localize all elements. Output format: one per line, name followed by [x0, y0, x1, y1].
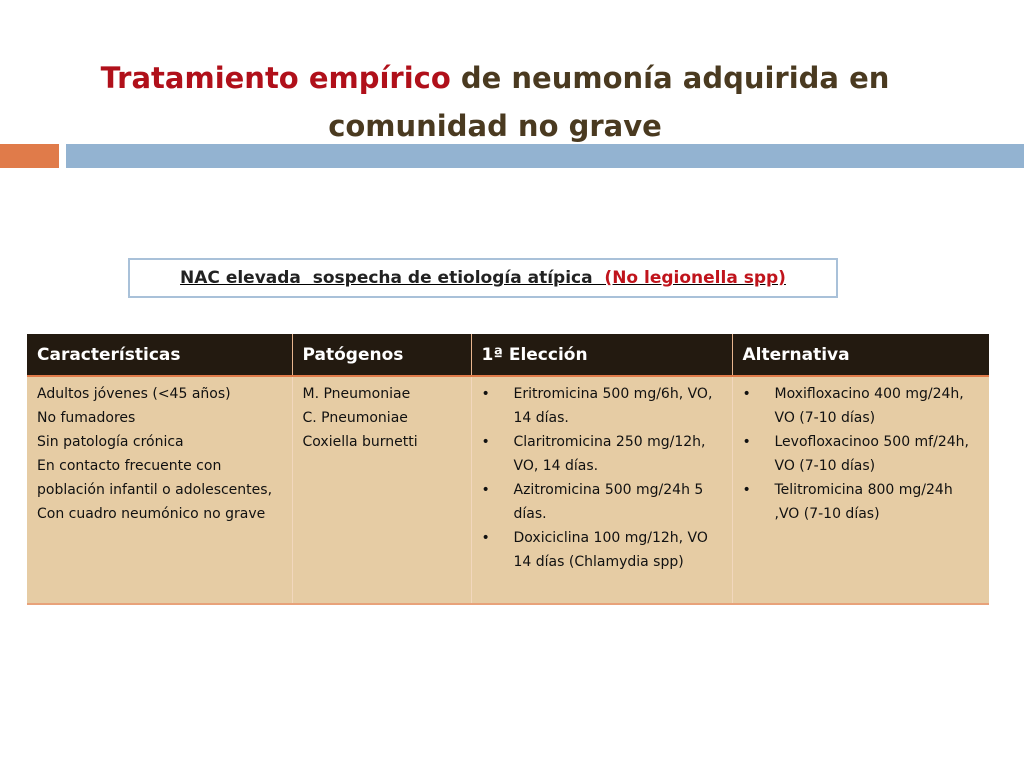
header-alternativa: Alternativa	[732, 334, 989, 376]
bullet-icon: •	[481, 530, 490, 546]
primera-eleccion-item: Claritromicina 250 mg/12h, VO, 14 días.	[513, 434, 706, 474]
list-item	[482, 382, 722, 430]
treatment-table	[27, 334, 989, 605]
patogeno-item: C. Pneumoniae	[302, 410, 408, 426]
caracteristica-item: Adultos jóvenes (<45 años)	[37, 386, 231, 402]
subtitle-main: NAC elevada sospecha de etiología atípica	[180, 268, 605, 288]
cell-alternativa	[732, 376, 989, 604]
patogeno-item: M. Pneumoniae	[302, 386, 411, 402]
decor-bar-orange	[0, 144, 59, 168]
header-primera-eleccion: 1ª Elección	[471, 334, 732, 376]
subtitle-red: (No legionella spp)	[604, 268, 786, 288]
list-item	[482, 526, 722, 574]
caracteristica-item: En contacto frecuente con población infantil o adolescentes,	[37, 458, 273, 498]
list-item	[743, 382, 980, 430]
alternativa-item: Moxifloxacino 400 mg/24h, VO (7-10 días)	[774, 386, 964, 426]
primera-eleccion-item: Azitromicina 500 mg/24h 5 días.	[513, 482, 704, 522]
cell-caracteristicas	[27, 376, 292, 604]
decor-bar-blue	[66, 144, 1024, 168]
title-accent: Tratamiento empírico	[100, 61, 451, 95]
caracteristica-item: Sin patología crónica	[37, 434, 184, 450]
title-line2: comunidad no grave	[328, 109, 662, 143]
alternativa-item: Levofloxacinoo 500 mf/24h, VO (7-10 días)	[774, 434, 969, 474]
title-rest-line1: de neumonía adquirida en	[450, 61, 890, 95]
slide-title	[60, 54, 930, 150]
alternativa-item: Telitromicina 800 mg/24h ,VO (7-10 días)	[774, 482, 953, 522]
bullet-icon: •	[481, 386, 490, 402]
bullet-icon: •	[742, 434, 751, 450]
patogeno-item: Coxiella burnetti	[302, 434, 418, 450]
table-row	[27, 376, 989, 604]
primera-eleccion-list	[482, 382, 722, 574]
primera-eleccion-item: Doxiciclina 100 mg/12h, VO 14 días (Chlamydia spp)	[513, 530, 708, 570]
bullet-icon: •	[742, 386, 751, 402]
header-caracteristicas: Características	[27, 334, 292, 376]
alternativa-list	[743, 382, 980, 526]
caracteristica-item: No fumadores	[37, 410, 136, 426]
cell-primera-eleccion	[471, 376, 732, 604]
subtitle-box	[128, 258, 838, 298]
header-patogenos: Patógenos	[292, 334, 471, 376]
cell-patogenos	[292, 376, 471, 604]
list-item	[482, 478, 722, 526]
primera-eleccion-item: Eritromicina 500 mg/6h, VO, 14 días.	[513, 386, 713, 426]
caracteristica-item: Con cuadro neumónico no grave	[37, 506, 266, 522]
bullet-icon: •	[742, 482, 751, 498]
table-header-row	[27, 334, 989, 376]
list-item	[482, 430, 722, 478]
list-item	[743, 478, 980, 526]
bullet-icon: •	[481, 482, 490, 498]
bullet-icon: •	[481, 434, 490, 450]
list-item	[743, 430, 980, 478]
